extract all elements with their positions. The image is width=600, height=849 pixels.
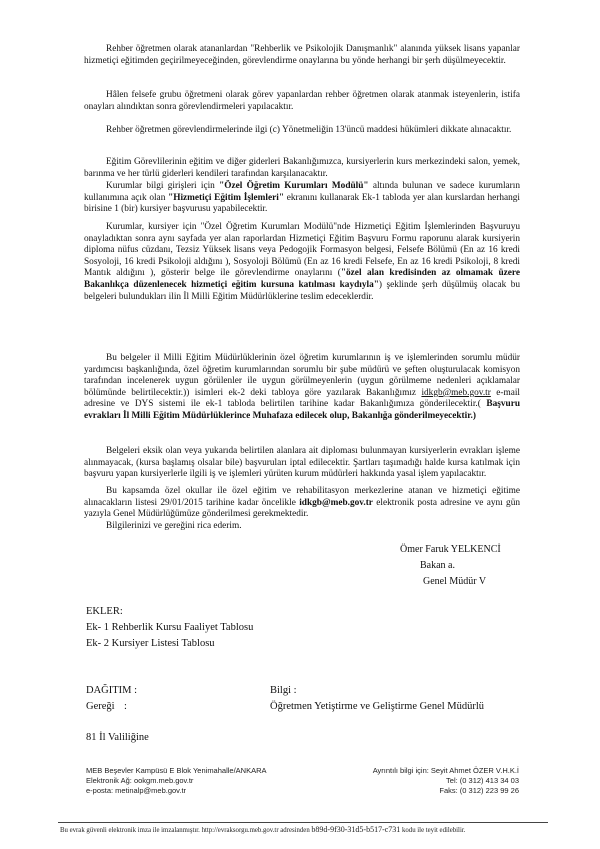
paragraph-4: Eğitim Görevlilerinin eğitim ve diğer giderleri Bakanlığımızca, kursiyerlerin kurs merkezindeki salon, yemek, barınma ve her türlü giderleri kendileri tarafından karşılanacaktır.	[84, 157, 520, 179]
p7-text-b: e-mail adresine ve DYS sistemi ile ek-1 tabloda belirtilen tarihine kadar Bakanlığımıza gönderilecektir.(	[84, 387, 521, 410]
p5-screen-name: "Hizmetiçi Eğitim İşlemleri"	[168, 192, 284, 203]
paragraph-1: Rehber öğretmen olarak atananlardan "Rehberlik ve Psikolojik Danışmanlık" alanında yüksek lisans yapanlar hizmetiçi eğitimden geçirilmeyeceğinden, görevlendirme onaylarına bu yönde herhangi bir şerh düşülmeyecektir.	[84, 44, 520, 66]
paragraph-8: Belgeleri eksik olan veya yukarıda belirtilen alanlara ait diploması bulunmayan kursiyerlerin evrakları işleme alınmayacak, (kursa başlamış olsalar bile) başvuruları iptal edilecektir. Şartları taşımadığı halde kursa katılmak için başvuru yapan kursiyerlerle ilgili iş ve işlemleri yürüten kurum müdürleri hakkında yasal işlem yapılacaktır.	[84, 446, 520, 480]
footer-address: MEB Beşevler Kampüsü E Blok Yenimahalle/ANKARA	[86, 766, 267, 775]
p7-bold-text: Başvuru evrakları İl Milli Eğitim Müdürlüklerince Muhafaza edilecek olup, Bakanlığa gönderilmeyecektir.	[84, 399, 520, 421]
paragraph-10: Bilgilerinizi ve gereğini rica ederim.	[106, 521, 242, 531]
paragraph-3: Rehber öğretmen görevlendirmelerinde ilgi (c) Yönetmeliğin 13'üncü maddesi hükümleri dikkate alınacaktır.	[106, 125, 512, 135]
verification-suffix: kodu ile teyit edilebilir.	[400, 827, 466, 834]
p6-text-a: Kurumlar, kursiyer için "Özel Öğretim Kurumları Modülü"nde Hizmetiçi Eğitim İşlemlerinden Başvuruyu onayladıktan sonra aynı sayfada yer alan raporlardan Hizmetiçi Eğitim Başvuru Formu raporunu alarak kursiyerin diploma nüfus cüzdanı, Tezsiz Yüksek lisans veya Pedogojik Formasyon belgesi, Felsefe Bölümü (En az 16 kredi Sosyoloji, 16 kredi Psikoloji aldığını ), Sosyoloji Bölümü (En az 16 kredi Felsefe, En az 16 kredi Psikoloji, 8 kredi Mantık aldığını ), gösterir belge ile görevlendirme onaylarını (	[84, 222, 520, 279]
p5-text-c: altında bulunan ve sadece kurumların kullanımına açık olan	[84, 181, 520, 203]
p5-module-name: "Özel Öğretim Kurumları Modülü"	[219, 181, 369, 191]
bilgi-value: Öğretmen Yetiştirme ve Geliştirme Genel Müdürlü	[270, 701, 485, 712]
p6-text-c: ) şeklinde şerh düşülmüş olacak bu belgeleri bulundukları ilin İl Milli Eğitim Müdürlüklerine teslim edeceklerdir.	[84, 279, 520, 302]
p5-text-d: ekranını kullanarak Ek-1 tabloda yer alan kurslardan herhangi birisine 1 (bir) kursiyer başvurusu yapabilecektir.	[84, 192, 520, 215]
verification-code: b89d-9f30-31d5-b517-c731	[311, 825, 401, 834]
p9-text-a: Bu kapsamda özel okullar ile özel eğitim ve rehabilitasyon merkezlerine atanan ve hizmetiçi eğitime alınacakların listesi 29/01/2015 tarihine kadar öncelikle	[84, 486, 520, 508]
p7-text-c: )	[472, 410, 476, 421]
paragraph-2: Hâlen felsefe grubu öğretmeni olarak görev yapanlardan rehber öğretmen olarak atanmak isteyenlerin, istifa onayları alındıktan sonra görevlendirmeleri yapılacaktır.	[84, 90, 520, 112]
footer-contact: Ayrıntılı bilgi için: Seyit Ahmet ÖZER V.H.K.İ	[372, 766, 519, 775]
verification-text: Bu evrak güvenli elektronik imza ile imzalanmıştır. http://evraksorgu.meb.gov.tr adresinden	[60, 827, 312, 834]
bilgi-label: Bilgi :	[270, 685, 297, 696]
distribution-label: DAĞITIM :	[86, 685, 138, 696]
geregi-value: 81 İl Valiliğine	[86, 732, 149, 743]
attachment-item-1: Ek- 1 Rehberlik Kursu Faaliyet Tablosu	[86, 622, 254, 633]
signature-title-1: Bakan a.	[420, 560, 455, 571]
paragraph-5	[84, 181, 520, 216]
p6-bold-text: "özel alan kredisinden az olmamak üzere Bakanlıkça düzenlenecek hizmetiçi eğitim kursuna katılması kaydıyla"	[84, 268, 520, 290]
signature-title-2: Genel Müdür V	[423, 576, 487, 587]
p5-text-a: Kurumlar bilgi girişleri için	[106, 181, 220, 191]
paragraph-9	[84, 486, 520, 521]
footer-network: Elektronik Ağ: ookgm.meb.gov.tr	[86, 776, 194, 785]
attachment-item-2: Ek- 2 Kursiyer Listesi Tablosu	[86, 638, 215, 649]
verification-note	[60, 825, 550, 835]
footer-divider	[58, 822, 548, 823]
p9-text-c: elektronik posta adresine ve aynı gün yazıyla Genel Müdürlüğümüze gönderilmesi gerekmektedir.	[84, 497, 520, 520]
footer-fax: Faks: (0 312) 223 99 26	[439, 786, 519, 795]
geregi-label: Gereği	[86, 701, 115, 712]
p7-text-a: Bu belgeler il Milli Eğitim Müdürlüklerinin özel öğretim kurumlarının iş ve işlemlerinden sorumlu müdür yardımcısı başkanlığında, özel öğretim kurumlarından sorumlu bir şube müdürü ve şeften oluşturulacak komisyon tarafından incelenerek uygun görülenler ile uygun görülmeyenlerin (uygun görülmeme nedenleri açıklamalar bölümünde belirtilecektir.)) isimleri ek-2 deki tabloya göre yazılarak Bakanlığımız	[84, 353, 520, 398]
attachments-title: EKLER:	[86, 606, 123, 617]
paragraph-6	[84, 222, 520, 303]
email-link[interactable]: idkgb@meb.gov.tr	[421, 387, 491, 398]
geregi-colon: :	[124, 701, 127, 712]
p9-email: idkgb@meb.gov.tr	[299, 497, 373, 508]
footer-email: e-posta: metinalp@meb.gov.tr	[86, 786, 187, 795]
signature-name: Ömer Faruk YELKENCİ	[400, 544, 501, 555]
footer-phone: Tel: (0 312) 413 34 03	[446, 776, 519, 785]
paragraph-7	[84, 353, 520, 423]
